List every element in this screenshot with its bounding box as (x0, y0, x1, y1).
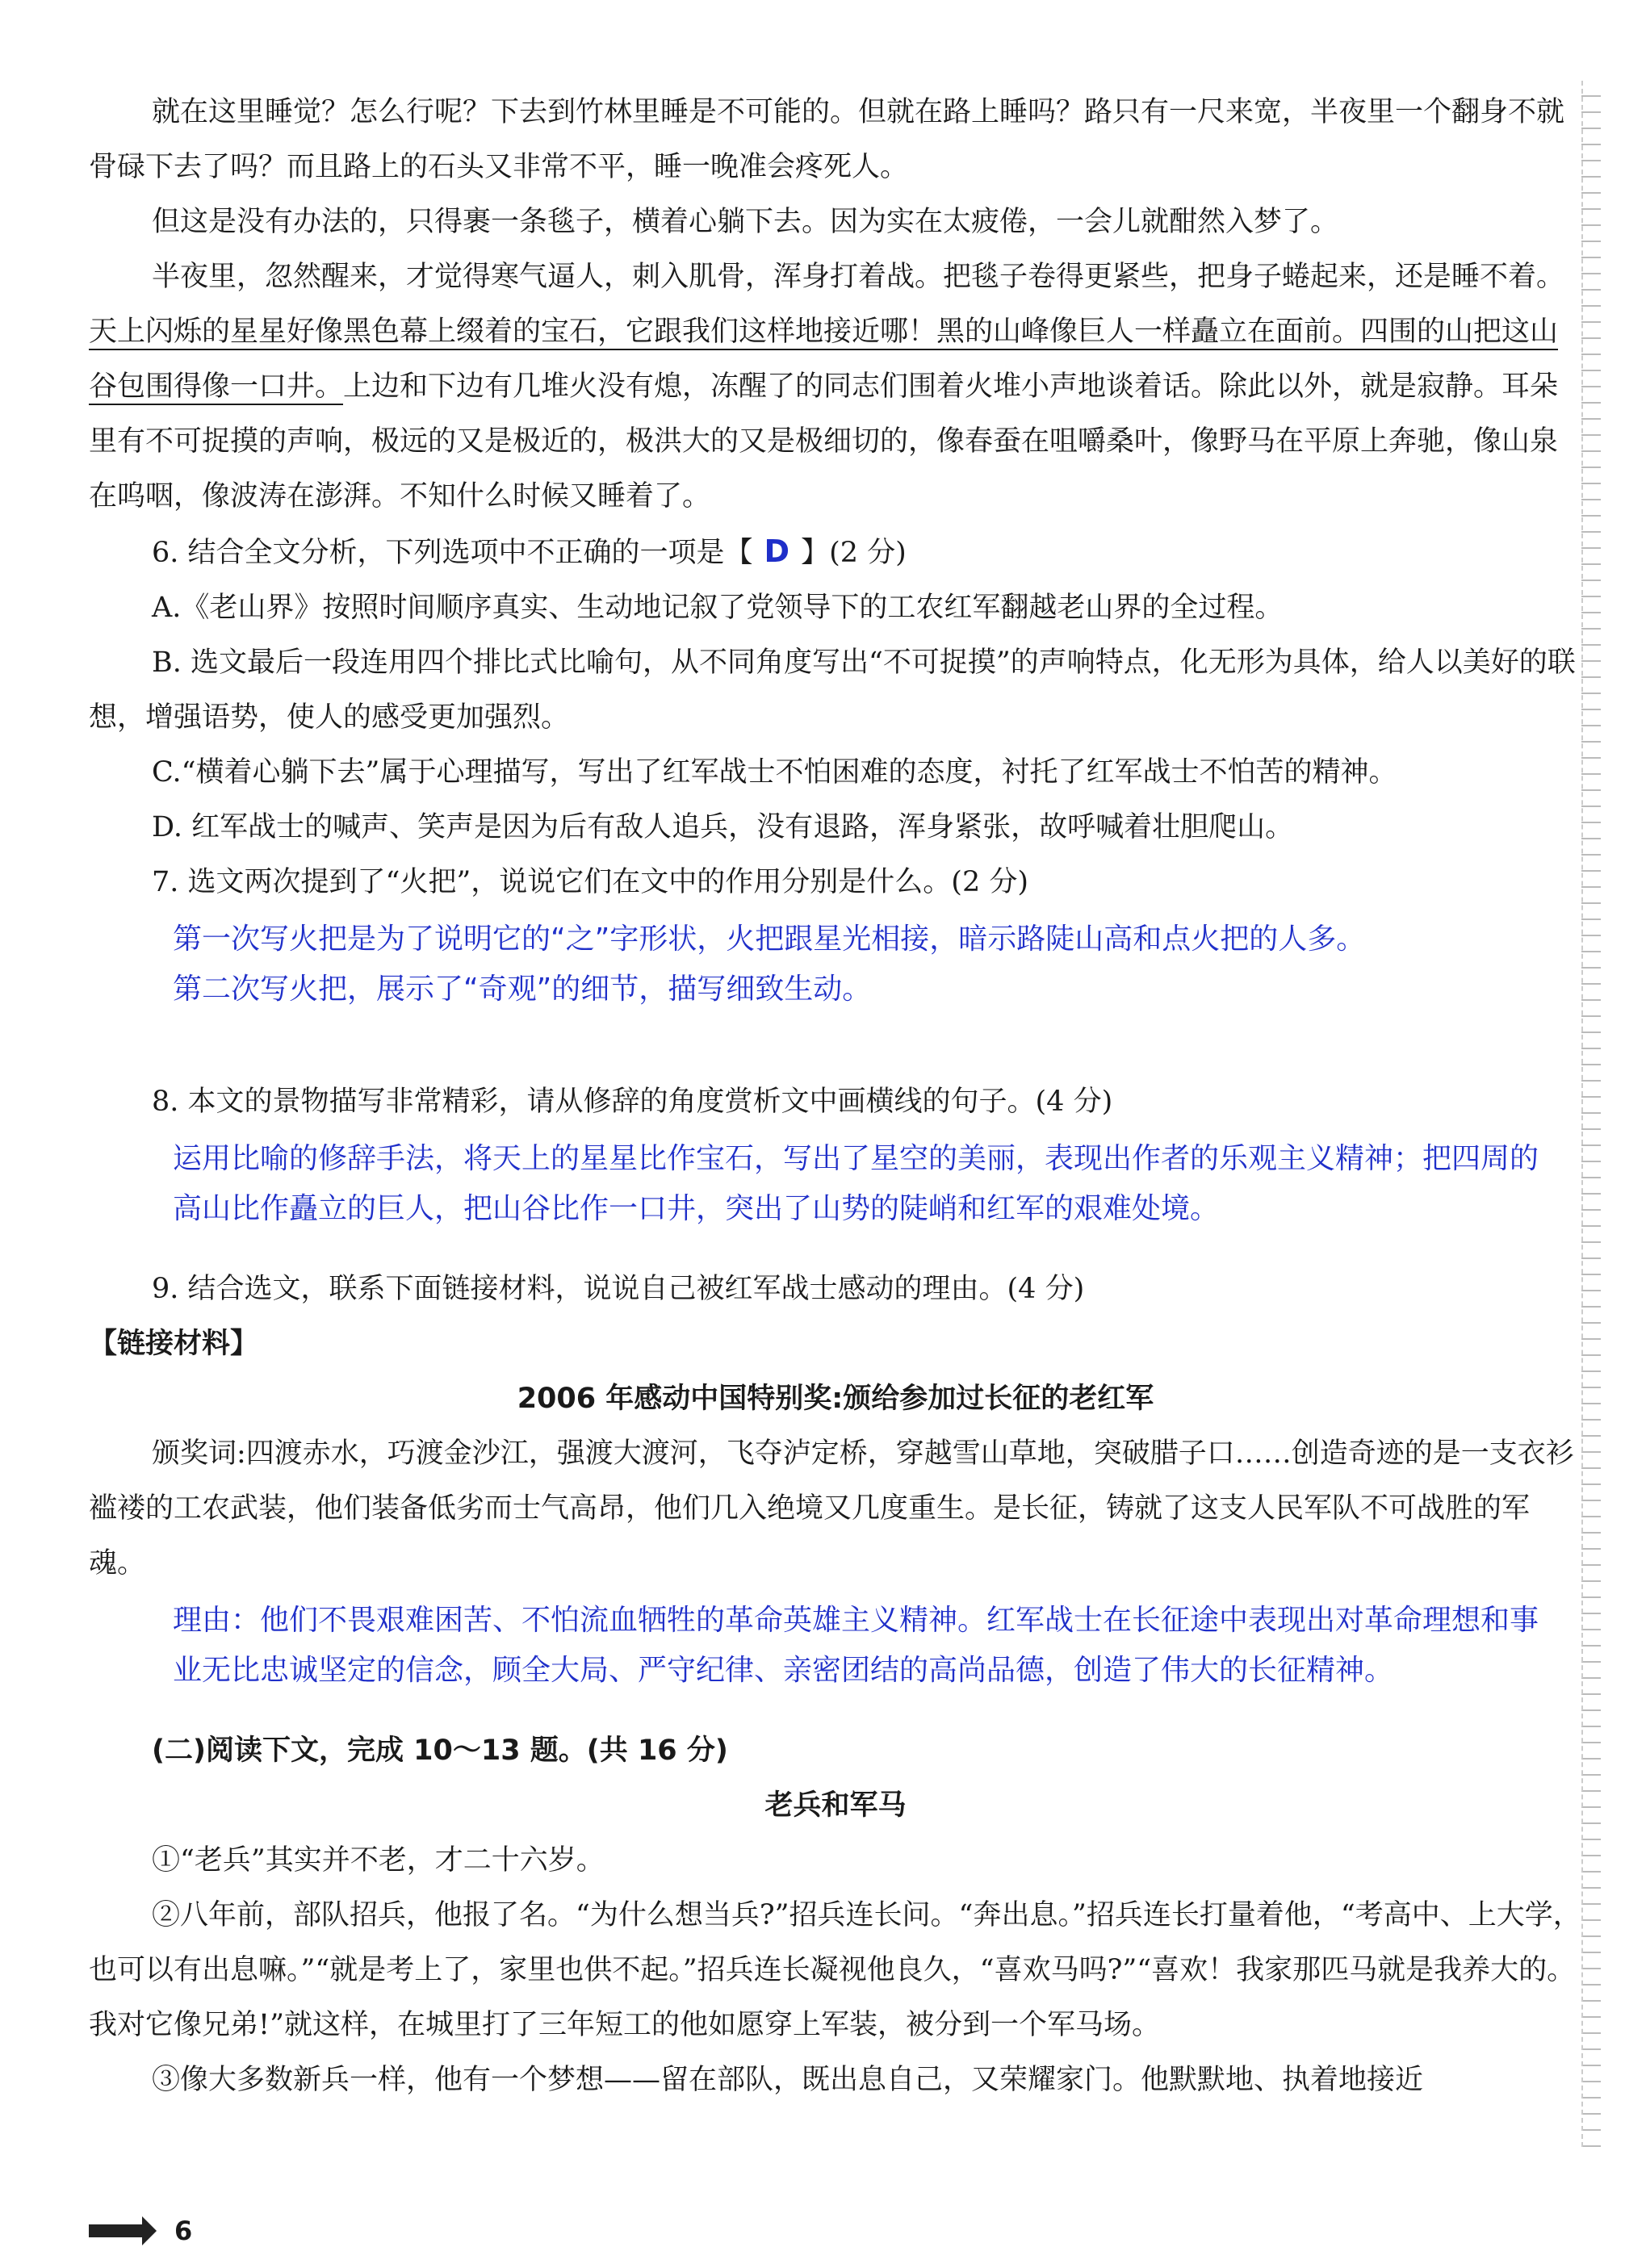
option-b: B. 选文最后一段连用四个排比式比喻句，从不同角度写出“不可捉摸”的声响特点，化无形为具体，给人以美好的联想，增强语势，使人的感受更加强烈。 (89, 647, 1576, 734)
answer-space (89, 1023, 1582, 1074)
passage-paragraph-3 (89, 249, 1582, 524)
question-7-answer (89, 914, 1582, 1015)
answer-line: 第一次写火把是为了说明它的“之”字形状，火把跟星光相接，暗示路陡山高和点火把的人多。 (173, 923, 1366, 956)
passage-text: 半夜里，忽然醒来，才觉得寒气逼人，刺入肌骨，浑身打着战。把毯子卷得更紧些，把身子蜷起来，还是睡不着。 (152, 261, 1565, 293)
question-8-answer (89, 1134, 1582, 1234)
arrow-right-icon (89, 2224, 145, 2237)
article-title: 老兵和军马 (764, 1789, 907, 1822)
passage-text: 上边和下边有几堆火没有熄，冻醒了的同志们围着火堆小声地谈着话。除此以外，就是寂静。耳朵里有不可捉摸的声响，极远的又是极近的，极洪大的又是极细切的，像春蚕在咀嚼桑叶，像野马在平原上奔驰，像山泉在呜咽，像波涛在澎湃。不知什么时候又睡着了。 (89, 370, 1559, 513)
main-content (89, 85, 1582, 2107)
page-border-decoration (1581, 81, 1601, 2147)
passage-paragraph-2: 但这是没有办法的，只得裹一条毯子，横着心躺下去。因为实在太疲倦，一会儿就酣然入梦了。 (152, 206, 1339, 238)
article-paragraph-1: ①“老兵”其实并不老，才二十六岁。 (152, 1844, 605, 1877)
section-2-heading: (二)阅读下文，完成 10～13 题。(共 16 分) (152, 1734, 728, 1767)
question-6-stem (89, 524, 1582, 580)
link-material-label: 【链接材料】 (89, 1328, 259, 1360)
page-footer (89, 2216, 192, 2246)
option-a: A.《老山界》按照时间顺序真实、生动地记叙了党领导下的工农红军翻越老山界的全过程。 (152, 592, 1284, 624)
article-paragraph-3: ③像大多数新兵一样，他有一个梦想——留在部队，既出息自己，又荣耀家门。他默默地、执着地接近 (152, 2064, 1424, 2096)
option-c: C.“横着心躺下去”属于心理描写，写出了红军战士不怕困难的态度，衬托了红军战士不怕苦的精神。 (152, 756, 1397, 789)
question-9-stem: 9. 结合选文，联系下面链接材料，说说自己被红军战士感动的理由。(4 分) (152, 1273, 1085, 1305)
page-number: 6 (174, 2216, 193, 2246)
option-d: D. 红军战士的喊声、笑声是因为后有敌人追兵，没有退路，浑身紧张，故呼喊着壮胆爬山。 (152, 811, 1294, 843)
question-6-answer: D (764, 534, 790, 569)
answer-text: 运用比喻的修辞手法，将天上的星星比作宝石，写出了星空的美丽，表现出作者的乐观主义精神；把四周的高山比作矗立的巨人，把山谷比作一口井，突出了山势的陡峭和红军的艰难处境。 (173, 1142, 1539, 1225)
answer-space (89, 1704, 1582, 1723)
question-7-stem: 7. 选文两次提到了“火把”，说说它们在文中的作用分别是什么。(2 分) (152, 866, 1029, 898)
passage-paragraph-1: 就在这里睡觉？怎么行呢？下去到竹林里睡是不可能的。但就在路上睡吗？路只有一尺来宽，半夜里一个翻身不就骨碌下去了吗？而且路上的石头又非常不平，睡一晚准会疼死人。 (89, 96, 1565, 183)
question-text: 6. 结合全文分析，下列选项中不正确的一项是【 (152, 537, 753, 569)
question-text: 】(2 分) (801, 537, 907, 569)
answer-text: 理由：他们不畏艰难困苦、不怕流血牺牲的革命英雄主义精神。红军战士在长征途中表现出对革命理想和事业无比忠诚坚定的信念，顾全大局、严守纪律、亲密团结的高尚品德，创造了伟大的长征精神。 (173, 1604, 1539, 1687)
answer-line: 第二次写火把，展示了“奇观”的细节，描写细致生动。 (173, 973, 872, 1006)
link-material-text: 颁奖词:四渡赤水，巧渡金沙江，强渡大渡河，飞夺泸定桥，穿越雪山草地，突破腊子口……创造奇迹的是一支衣衫褴褛的工农武装，他们装备低劣而士气高昂，他们几入绝境又几度重生。是长征，铸就了这支人民军队不可战胜的军魂。 (89, 1437, 1574, 1580)
underlined-sentence: 天上闪烁的星星好像黑色幕上缀着的宝石，它跟我们这样地接近哪！黑的山峰像巨人一样矗立在面前。四围的山把这山谷包围得像一口井。 (89, 316, 1559, 403)
question-9-answer (89, 1596, 1582, 1696)
article-paragraph-2: ②八年前，部队招兵，他报了名。“为什么想当兵?”招兵连长问。“奔出息。”招兵连长打量着他，“考高中、上大学，也可以有出息嘛。”“就是考上了，家里也供不起。”招兵连长凝视他良久，“喜欢马吗?”“喜欢！我家那匹马就是我养大的。我对它像兄弟!”就这样，在城里打了三年短工的他如愿穿上军装，被分到一个军马场。 (89, 1899, 1581, 2041)
question-8-stem: 8. 本文的景物描写非常精彩，请从修辞的角度赏析文中画横线的句子。(4 分) (152, 1086, 1113, 1118)
answer-space (89, 1242, 1582, 1262)
link-material-title: 2006 年感动中国特别奖:颁给参加过长征的老红军 (517, 1383, 1154, 1415)
